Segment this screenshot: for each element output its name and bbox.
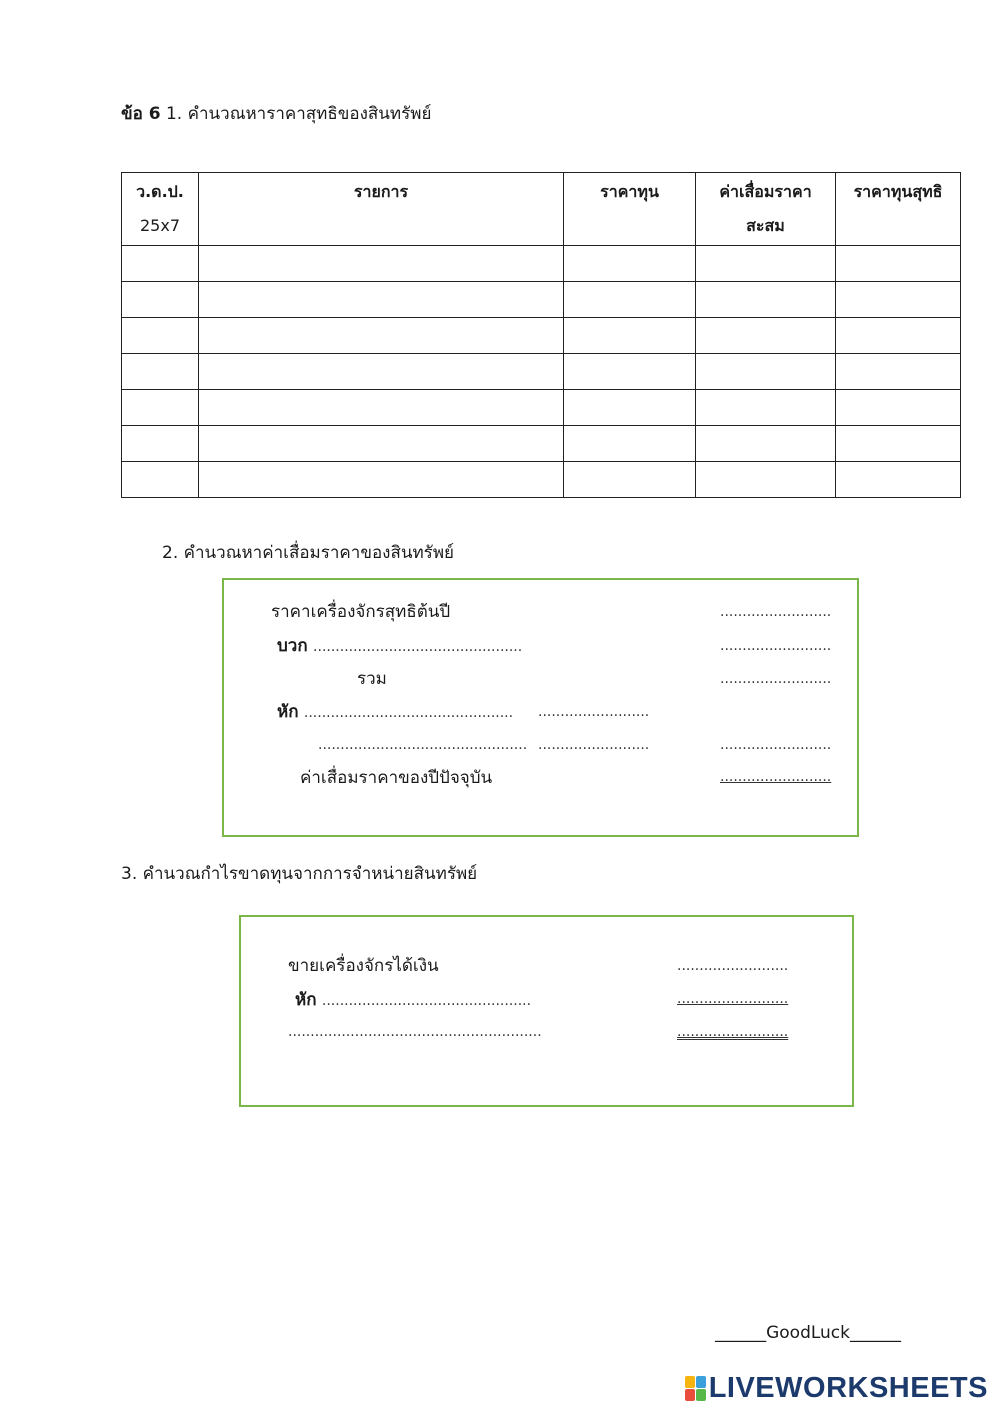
table-cell[interactable] <box>122 354 199 390</box>
goodluck-text: ______GoodLuck______ <box>715 1323 901 1343</box>
table-cell[interactable] <box>199 390 564 426</box>
plus-label: บวก <box>277 636 308 656</box>
minus-item-answer[interactable]: ............................................... <box>321 993 532 1009</box>
table-row <box>122 318 961 354</box>
question-label: ข้อ 6 <box>121 104 161 124</box>
result-amount-answer[interactable]: ......................... <box>677 1024 789 1040</box>
table-cell[interactable] <box>122 426 199 462</box>
table-cell[interactable] <box>564 354 696 390</box>
table-cell[interactable] <box>696 426 836 462</box>
liveworksheets-icon <box>685 1376 706 1401</box>
part1-heading: 1. คำนวณหาราคาสุทธิของสินทรัพย์ <box>165 104 432 124</box>
table-cell[interactable] <box>564 462 696 498</box>
table-cell[interactable] <box>696 282 836 318</box>
table-cell[interactable] <box>564 426 696 462</box>
table-header-row <box>122 173 961 246</box>
table-row <box>122 282 961 318</box>
part2-heading: 2. คำนวณหาค่าเสื่อมราคาของสินทรัพย์ <box>162 543 454 563</box>
result-item-answer[interactable]: ......................................................... <box>288 1024 542 1040</box>
table-cell[interactable] <box>199 246 564 282</box>
question-title <box>121 100 431 127</box>
minus-item-answer[interactable]: ............................................... <box>303 705 514 721</box>
table-cell[interactable] <box>836 354 961 390</box>
minus-total-answer[interactable]: ......................... <box>720 737 832 753</box>
table-row <box>122 354 961 390</box>
header-net-cost: ราคาทุนสุทธิ <box>836 173 961 246</box>
table-cell[interactable] <box>696 318 836 354</box>
table-cell[interactable] <box>199 282 564 318</box>
header-accumulated-depreciation: ค่าเสื่อมราคา สะสม <box>696 173 836 246</box>
table-cell[interactable] <box>564 282 696 318</box>
table-row <box>122 462 961 498</box>
header-date: ว.ด.ป. 25x7 <box>122 173 199 246</box>
total-label: รวม <box>357 669 387 689</box>
minus-amount-answer[interactable]: ......................... <box>538 704 650 720</box>
table-cell[interactable] <box>836 282 961 318</box>
table-cell[interactable] <box>836 462 961 498</box>
sale-label: ขายเครื่องจักรได้เงิน <box>288 956 439 976</box>
net-price-label: ราคาเครื่องจักรสุทธิต้นปี <box>271 602 451 622</box>
second-item-answer[interactable]: ............................................... <box>318 737 528 753</box>
table-cell[interactable] <box>564 318 696 354</box>
table-cell[interactable] <box>836 246 961 282</box>
table-row <box>122 426 961 462</box>
table-cell[interactable] <box>696 354 836 390</box>
depreciation-calc-box <box>222 578 859 837</box>
minus-row <box>277 698 513 725</box>
table-cell[interactable] <box>199 426 564 462</box>
plus-item-answer[interactable]: ............................................... <box>313 639 523 655</box>
table-cell[interactable] <box>696 246 836 282</box>
brand-name: LIVEWORKSHEETS <box>708 1372 988 1404</box>
part3-heading: 3. คำนวณกำไรขาดทุนจากการจำหน่ายสินทรัพย์ <box>121 864 478 884</box>
asset-table <box>121 172 961 498</box>
net-price-answer[interactable]: ......................... <box>720 604 832 620</box>
table-row <box>122 246 961 282</box>
minus-label: หัก <box>295 990 317 1010</box>
table-cell[interactable] <box>122 318 199 354</box>
table-cell[interactable] <box>696 462 836 498</box>
table-cell[interactable] <box>122 282 199 318</box>
header-cost: ราคาทุน <box>564 173 696 246</box>
header-item: รายการ <box>199 173 564 246</box>
depreciation-answer[interactable]: ......................... <box>720 769 832 785</box>
plus-row <box>277 632 522 659</box>
sale-amount-answer[interactable]: ......................... <box>677 958 789 974</box>
table-cell[interactable] <box>564 390 696 426</box>
total-amount-answer[interactable]: ......................... <box>720 671 832 687</box>
table-cell[interactable] <box>122 462 199 498</box>
table-cell[interactable] <box>199 318 564 354</box>
minus-label: หัก <box>277 702 299 722</box>
liveworksheets-logo <box>685 1372 988 1405</box>
table-cell[interactable] <box>836 390 961 426</box>
table-cell[interactable] <box>199 462 564 498</box>
table-cell[interactable] <box>199 354 564 390</box>
table-cell[interactable] <box>836 318 961 354</box>
minus-row <box>295 986 531 1013</box>
profit-loss-calc-box <box>239 915 854 1107</box>
table-cell[interactable] <box>696 390 836 426</box>
table-cell[interactable] <box>836 426 961 462</box>
depreciation-label: ค่าเสื่อมราคาของปีปัจจุบัน <box>300 768 493 788</box>
second-amount-answer[interactable]: ......................... <box>538 737 650 753</box>
table-cell[interactable] <box>122 390 199 426</box>
plus-amount-answer[interactable]: ......................... <box>720 638 832 654</box>
table-cell[interactable] <box>122 246 199 282</box>
minus-amount-answer[interactable]: ......................... <box>677 991 789 1007</box>
table-row <box>122 390 961 426</box>
table-cell[interactable] <box>564 246 696 282</box>
